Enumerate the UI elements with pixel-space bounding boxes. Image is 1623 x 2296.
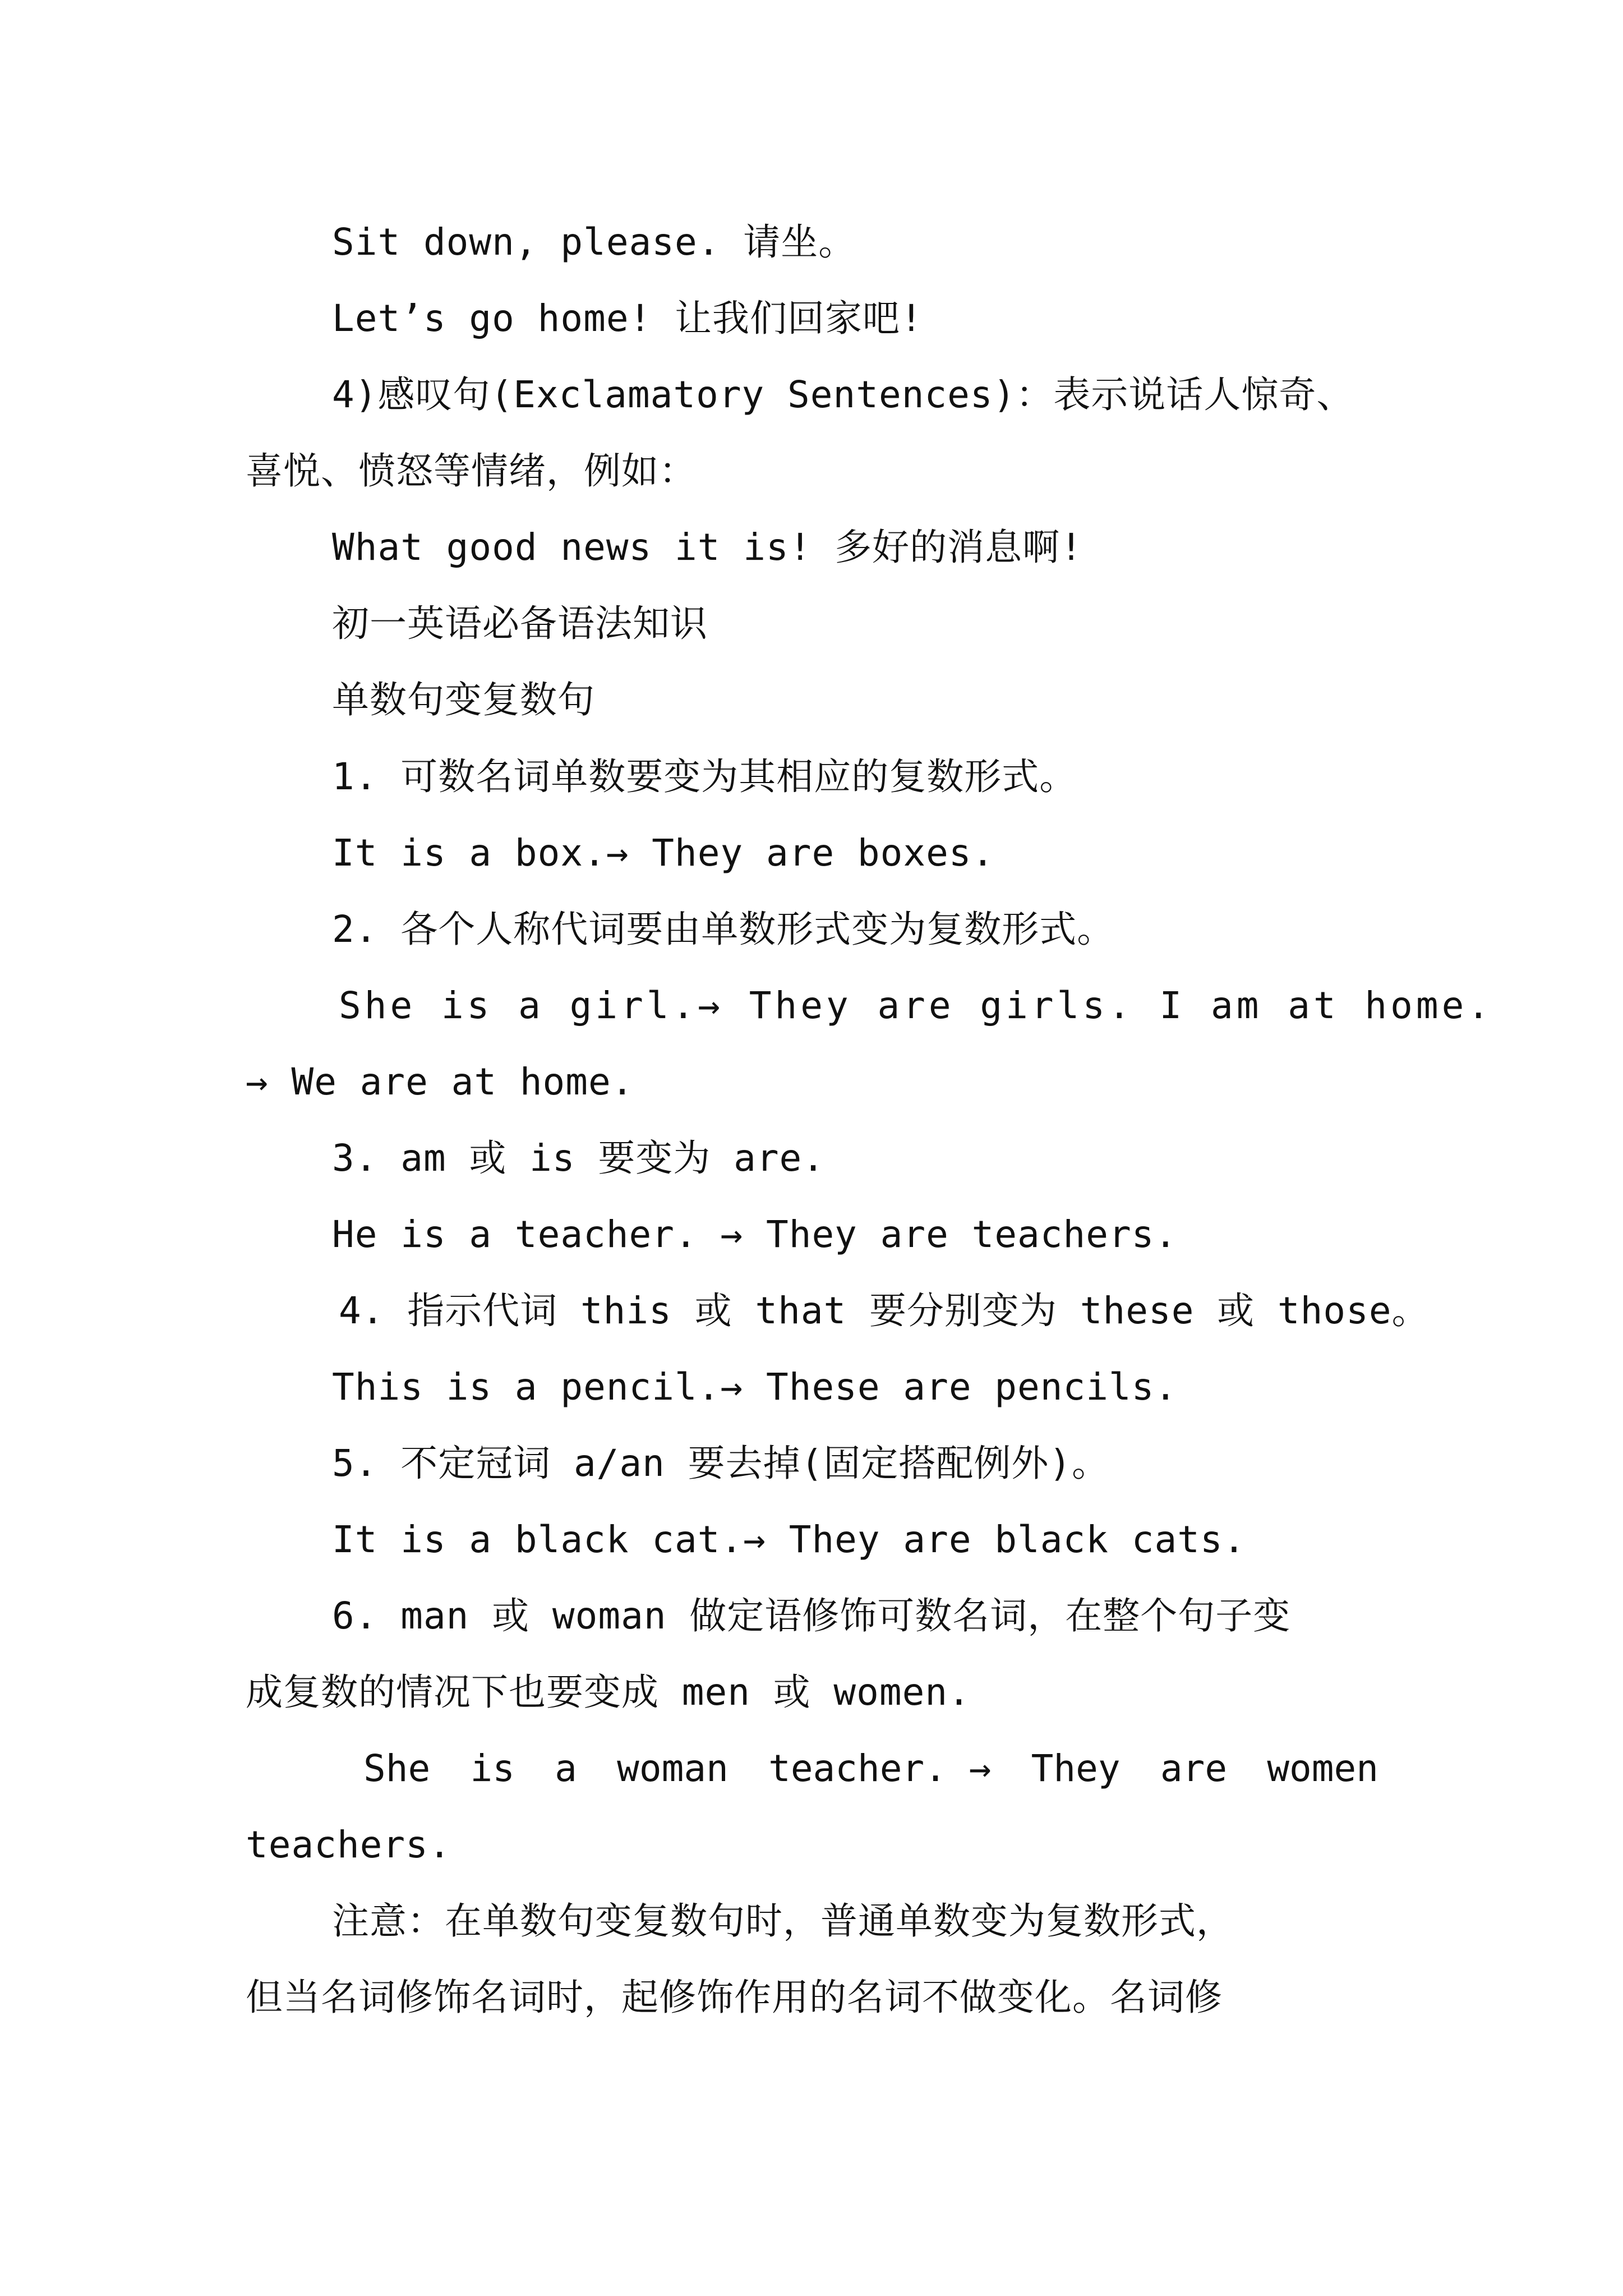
note-line-1: 注意：在单数句变复数句时，普通单数变为复数形式，	[332, 1899, 1234, 1943]
rule-1: 1. 可数名词单数要变为其相应的复数形式。	[332, 755, 1077, 798]
example-6a-word: women	[1267, 1747, 1378, 1790]
example-6a-word: a	[555, 1747, 577, 1790]
example-6a-word: woman	[617, 1747, 728, 1790]
example-6a-word: is	[470, 1747, 515, 1790]
section-title: 初一英语必备语法知识	[332, 602, 708, 645]
example-6a	[363, 1746, 1378, 1791]
example-2b: → We are at home.	[246, 1060, 634, 1103]
example-4: This is a pencil.→ These are pencils.	[332, 1365, 1178, 1409]
example-2a: She is a girl.→ They are girls. I am at home.	[339, 984, 1493, 1027]
example-6a-word: They	[1031, 1747, 1121, 1790]
example-3: He is a teacher. → They are teachers.	[332, 1213, 1178, 1256]
text-line-3: 4)感叹句(Exclamatory Sentences)：表示说话人惊奇、	[332, 373, 1354, 416]
text-line-5: What good news it is! 多好的消息啊!	[332, 526, 1083, 569]
text-line-1: Sit down, please. 请坐。	[332, 220, 856, 264]
subsection-title: 单数句变复数句	[332, 678, 595, 721]
example-5: It is a black cat.→ They are black cats.	[332, 1518, 1246, 1561]
rule-6a: 6. man 或 woman 做定语修饰可数名词，在整个句子变	[332, 1594, 1291, 1637]
note-line-2: 但当名词修饰名词时，起修饰作用的名词不做变化。名词修	[246, 1976, 1223, 2019]
rule-5: 5. 不定冠词 a/an 要去掉(固定搭配例外)。	[332, 1442, 1110, 1485]
example-6b: teachers.	[246, 1823, 451, 1866]
rule-2: 2. 各个人称代词要由单数形式变为复数形式。	[332, 908, 1115, 951]
rule-3: 3. am 或 is 要变为 are.	[332, 1137, 826, 1180]
text-line-4: 喜悦、愤怒等情绪，例如：	[246, 449, 697, 493]
example-6a-word: She	[363, 1747, 431, 1790]
text-line-2: Let’s go home! 让我们回家吧!	[332, 297, 923, 340]
rule-6b: 成复数的情况下也要变成 men 或 women.	[246, 1671, 971, 1714]
example-6a-word: teacher. →	[768, 1747, 992, 1790]
example-6a-word: are	[1160, 1747, 1228, 1790]
rule-4: 4. 指示代词 this 或 that 要分别变为 these 或 those。	[339, 1289, 1430, 1332]
example-1: It is a box.→ They are boxes.	[332, 831, 995, 875]
